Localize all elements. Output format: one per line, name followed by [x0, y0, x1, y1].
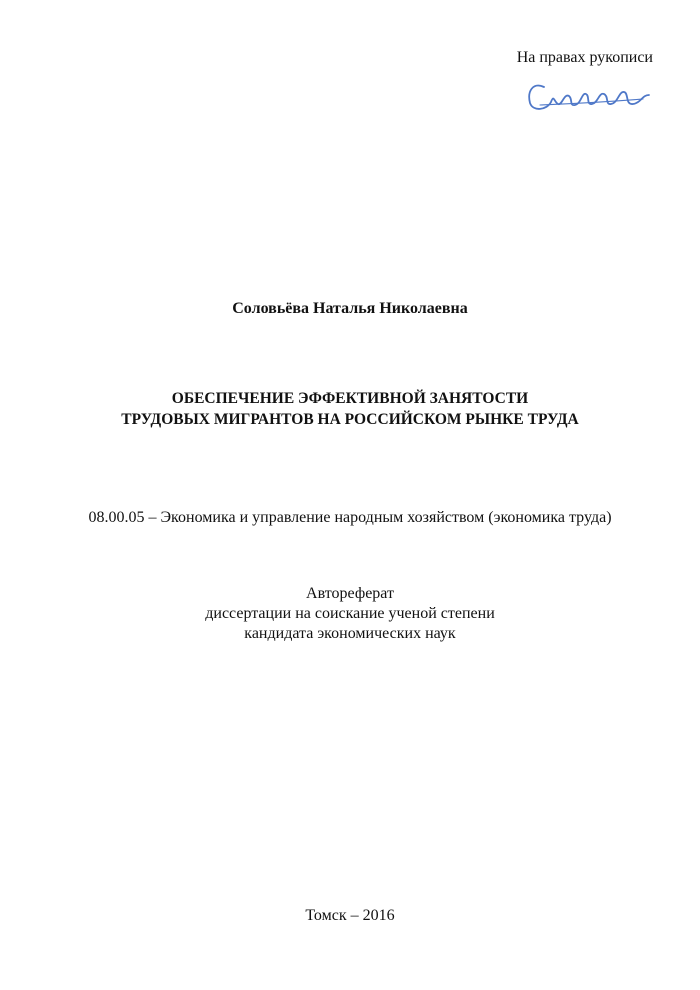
city-and-year: Томск – 2016 [305, 907, 395, 924]
title-line-1: ОБЕСПЕЧЕНИЕ ЭФФЕКТИВНОЙ ЗАНЯТОСТИ [171, 390, 529, 407]
degree-name: кандидата экономических наук [244, 625, 456, 642]
author-name: Соловьёва Наталья Николаевна [232, 300, 468, 317]
degree-purpose: диссертации на соискание ученой степени [205, 605, 495, 622]
document-type: Автореферат [306, 585, 394, 602]
handwritten-signature [520, 74, 660, 116]
specialty-code-and-name: 08.00.05 – Экономика и управление народным хозяйством (экономика труда) [88, 509, 612, 526]
dissertation-title [0, 388, 700, 430]
document-description [0, 584, 700, 644]
manuscript-rights-note: На правах рукописи [516, 49, 653, 66]
title-line-2: ТРУДОВЫХ МИГРАНТОВ НА РОССИЙСКОМ РЫНКЕ ТРУДА [121, 411, 579, 428]
